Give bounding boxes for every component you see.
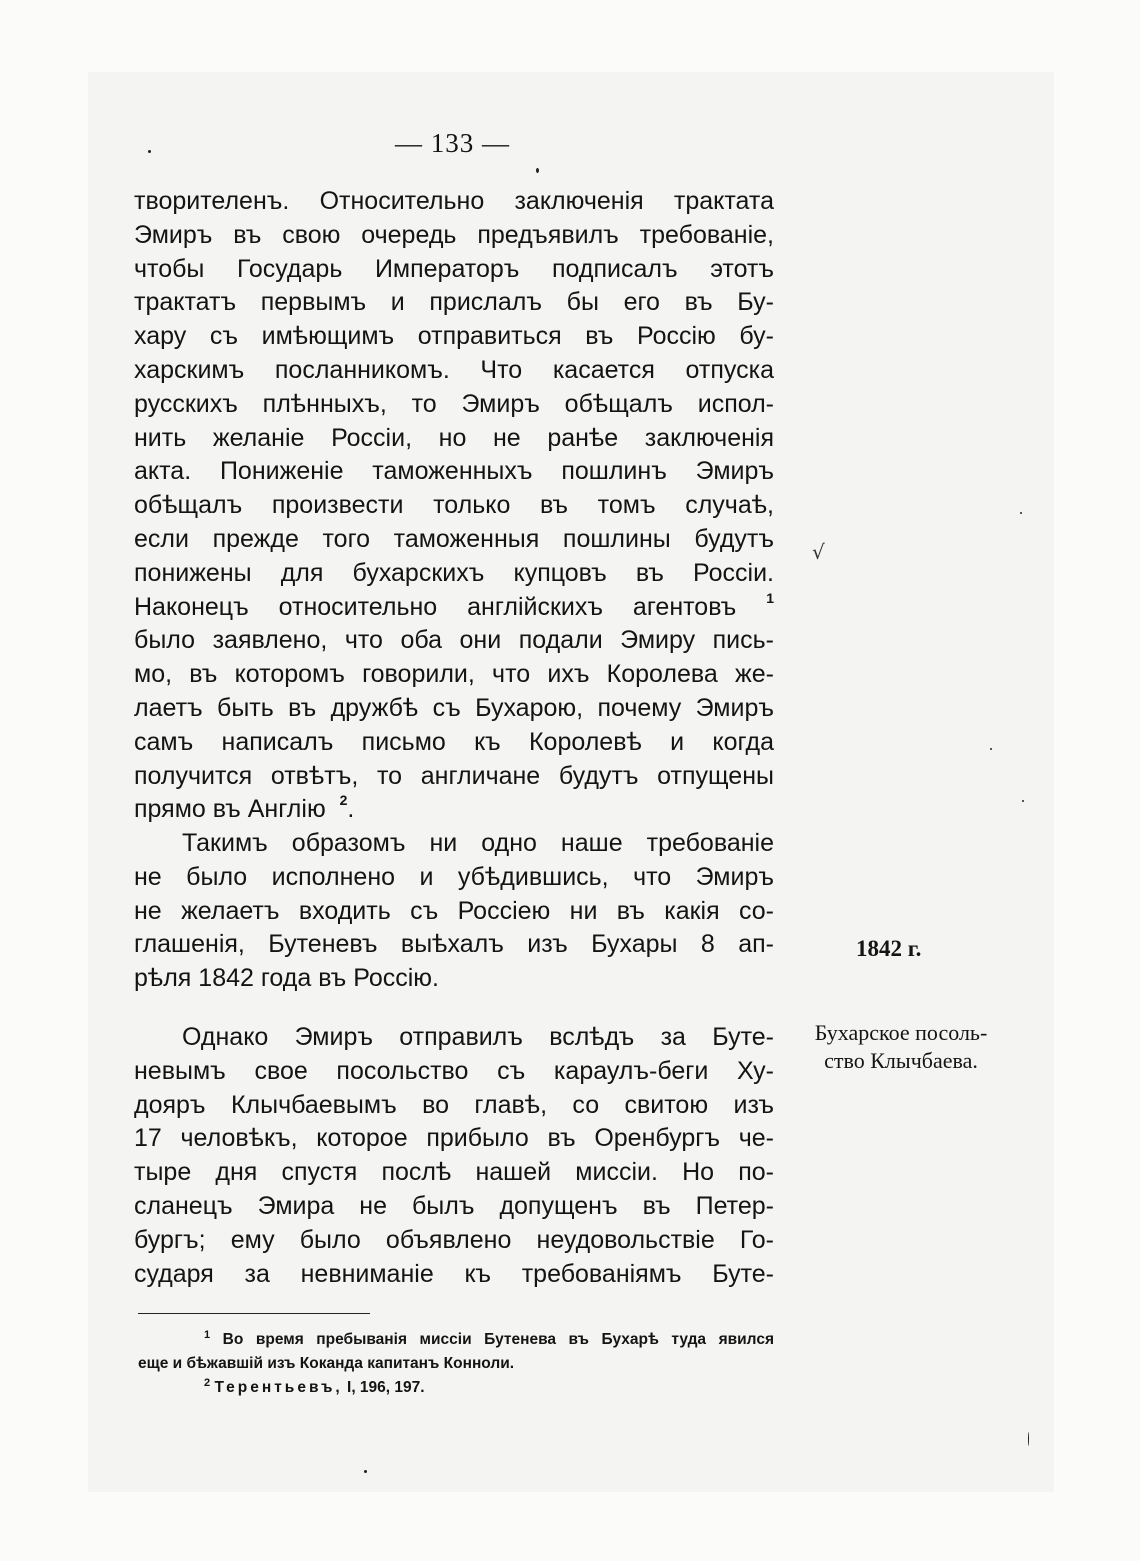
ink-speck bbox=[364, 1470, 367, 1473]
text-fragment: Наконецъ относительно англійскихъ агентовъ bbox=[134, 592, 737, 621]
text-line: самъ написалъ письмо къ Королевѣ и когда bbox=[134, 727, 774, 756]
text-fragment: прямо въ Англію bbox=[134, 795, 326, 824]
text-line: дояръ Клычбаевымъ во главѣ, со свитою изъ bbox=[134, 1090, 774, 1119]
text-line: не желаетъ входить съ Россіею ни въ какія со- bbox=[134, 896, 774, 925]
text-line: получится отвѣтъ, то англичане будутъ отпущены bbox=[134, 761, 774, 790]
text-line: невымъ свое посольство съ караулъ-беги Ху- bbox=[134, 1056, 774, 1085]
text-line: трактатъ первымъ и прислалъ бы его въ Бу- bbox=[134, 288, 774, 317]
period: . bbox=[347, 795, 355, 824]
text-line: понижены для бухарскихъ купцовъ въ Россіи. bbox=[134, 558, 774, 587]
text-line bbox=[134, 591, 774, 625]
ink-speck bbox=[536, 168, 539, 173]
text-line: рѣля 1842 года въ Россію. bbox=[134, 964, 439, 993]
text-line: 17 человѣкъ, которое прибыло въ Оренбургъ че- bbox=[134, 1124, 774, 1153]
text-line: русскихъ плѣнныхъ, то Эмиръ обѣщалъ испол- bbox=[134, 389, 774, 418]
text-line: хару съ имѣющимъ отправиться въ Россію бу- bbox=[134, 322, 774, 351]
text-line: тыре дня спустя послѣ нашей миссіи. Но по- bbox=[134, 1158, 774, 1187]
text-line: не было исполнено и убѣдившись, что Эмиръ bbox=[134, 862, 774, 891]
footnote-divider bbox=[138, 1313, 370, 1314]
margin-note-line: Бухарское посоль- bbox=[814, 1020, 988, 1045]
footnote-reference-1: 1 bbox=[766, 589, 774, 606]
margin-note bbox=[786, 1019, 1016, 1075]
text-line: сударя за невниманіе къ требованіямъ Буте- bbox=[134, 1259, 774, 1288]
text-line: бургъ; ему было объявлено неудовольствіе Го- bbox=[134, 1225, 774, 1254]
paragraph-1 bbox=[134, 185, 774, 827]
footnote-2-reference: I, 196, 197. bbox=[342, 1379, 425, 1396]
text-line: мо, въ которомъ говорили, что ихъ Королева же- bbox=[134, 660, 774, 689]
footnote-2-line bbox=[138, 1376, 774, 1400]
text-line bbox=[134, 793, 774, 827]
text-line: лаетъ быть въ дружбѣ съ Бухарою, почему Эмиръ bbox=[134, 693, 774, 722]
footnote-1-line bbox=[138, 1328, 774, 1352]
text-line: Такимъ образомъ ни одно наше требованіе bbox=[182, 829, 774, 857]
check-mark-icon: √ bbox=[812, 540, 825, 564]
ink-speck bbox=[1020, 512, 1022, 514]
text-line: творителенъ. Относительно заключенія трактата bbox=[134, 187, 774, 215]
text-line: если прежде того таможенныя пошлины будутъ bbox=[134, 524, 774, 553]
text-line: чтобы Государь Императоръ подписалъ этотъ bbox=[134, 254, 774, 283]
footnote-1-line: еще и бѣжавшій изъ Коканда капитанъ Конноли. bbox=[138, 1355, 515, 1372]
paragraph-2 bbox=[134, 827, 774, 996]
ink-speck bbox=[1022, 800, 1024, 802]
ink-speck bbox=[990, 748, 992, 750]
text-line: нить желаніе Россіи, но не ранѣе заключенія bbox=[134, 423, 774, 452]
footnote-reference-2: 2 bbox=[339, 792, 348, 809]
text-line: Однако Эмиръ отправилъ вслѣдъ за Буте- bbox=[182, 1023, 774, 1051]
footnote-2-author: Терентьевъ, bbox=[214, 1379, 343, 1396]
margin-note-line: ство Клычбаева. bbox=[824, 1048, 978, 1073]
text-line: обѣщалъ произвести только въ томъ случаѣ, bbox=[134, 491, 774, 520]
ink-speck bbox=[148, 150, 151, 153]
text-line: глашенія, Бутеневъ выѣхалъ изъ Бухары 8 ап- bbox=[134, 930, 774, 959]
text-line: было заявлено, что оба они подали Эмиру пись- bbox=[134, 626, 774, 655]
text-line: харскимъ посланникомъ. Что касается отпуска bbox=[134, 355, 774, 384]
paragraph-3 bbox=[134, 1021, 774, 1291]
text-line: сланецъ Эмира не былъ допущенъ въ Петер- bbox=[134, 1191, 774, 1220]
text-line: Эмиръ въ свою очередь предъявилъ требованіе, bbox=[134, 220, 774, 249]
margin-year: 1842 г. bbox=[856, 936, 922, 961]
footnote-1-number: 1 bbox=[204, 1329, 211, 1341]
footnote-2-number: 2 bbox=[204, 1377, 211, 1389]
text-line: акта. Пониженіе таможенныхъ пошлинъ Эмиръ bbox=[134, 457, 774, 486]
ink-speck bbox=[1028, 1432, 1029, 1446]
footnotes bbox=[138, 1328, 774, 1400]
page-number: — 133 — bbox=[395, 128, 510, 158]
footnote-1-text: Во время пребыванія миссіи Бутенева въ Бухарѣ туда явился bbox=[222, 1331, 774, 1348]
